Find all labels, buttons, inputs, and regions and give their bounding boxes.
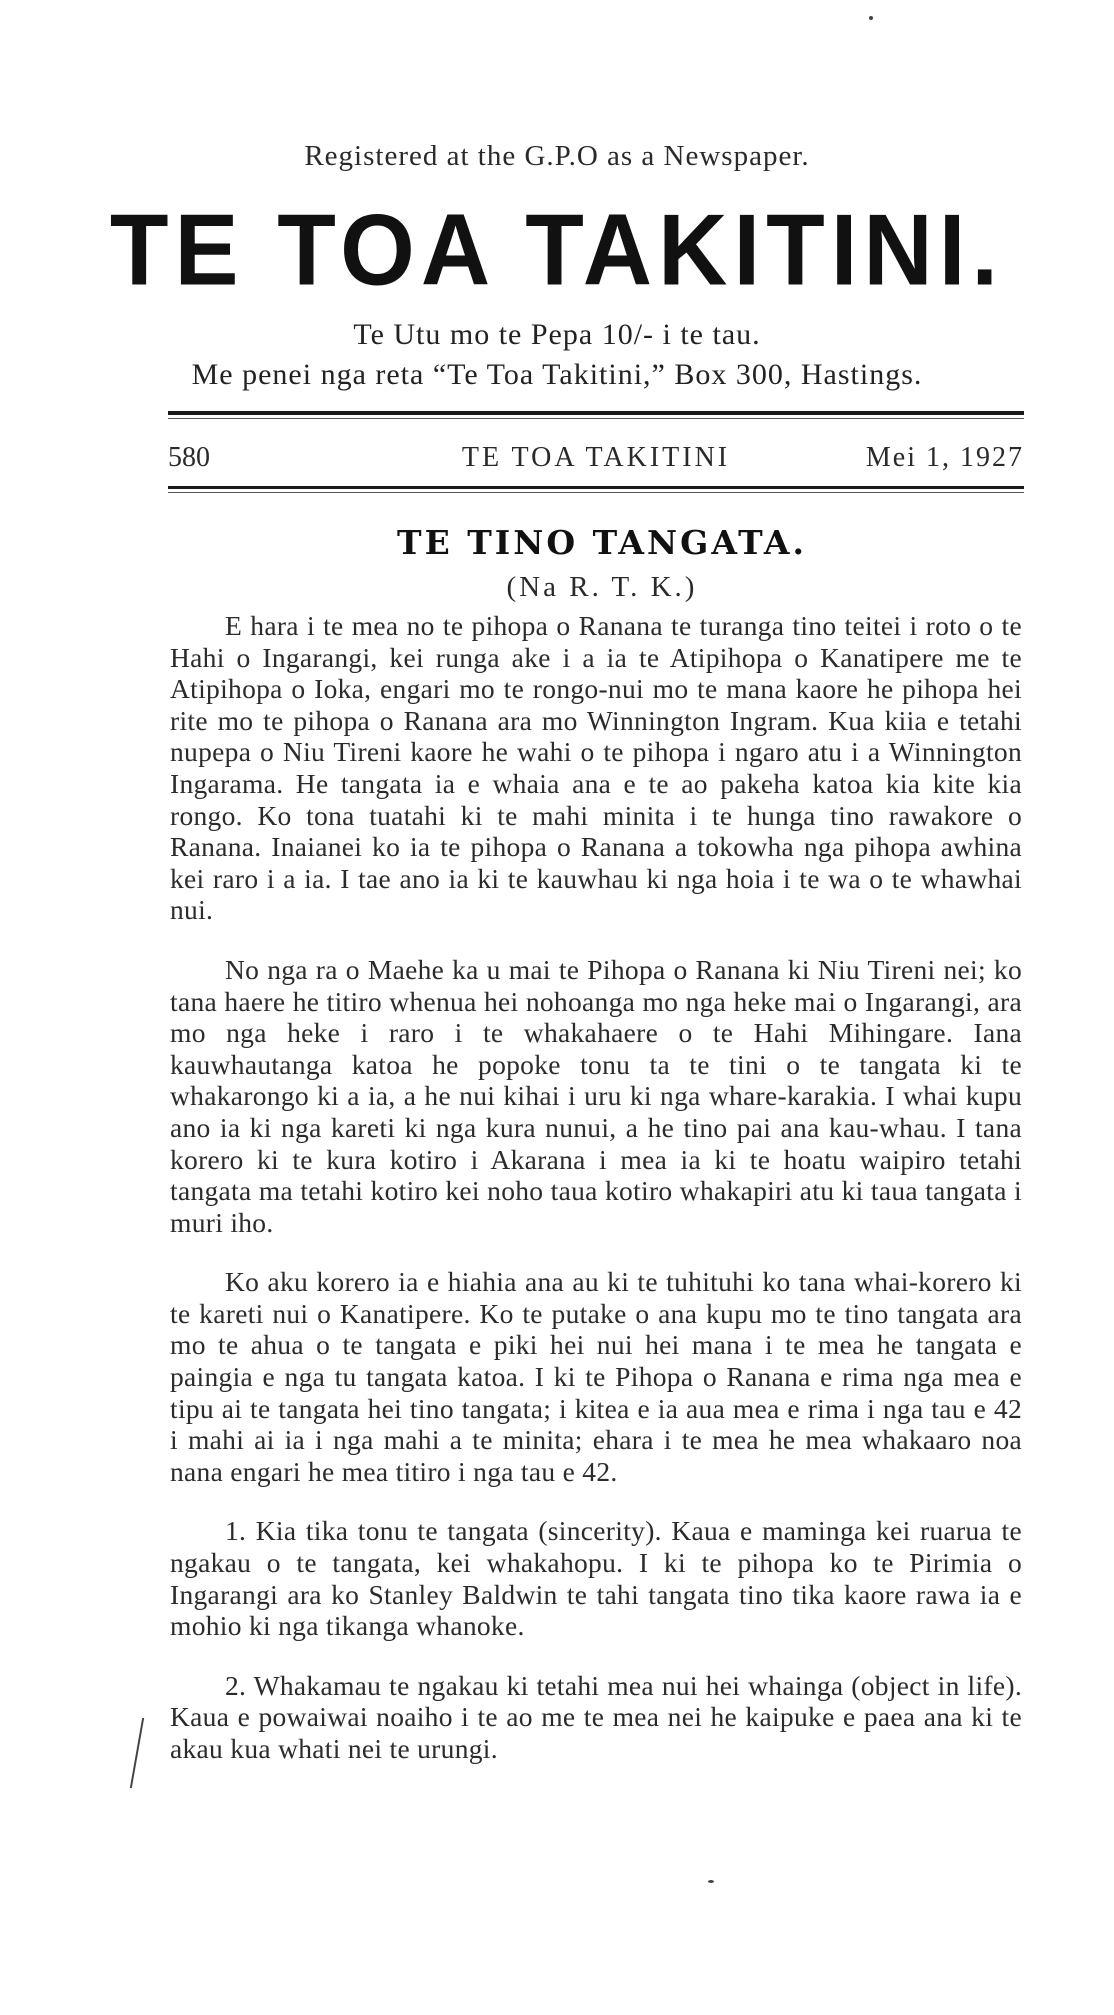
article-paragraph: E hara i te mea no te pihopa o Ranana te turanga tino teitei i roto o te Hahi o Ingarangi, kei runga ake i a ia te Atipihopa o Kanatipere me te Atipihopa o Ioka, engari mo te rongo-nui mo te mana kaore he pihopa hei rite mo te pihopa o Ranana ara mo Winnington Ingram. Kua kiia e tetahi nupepa o Niu Tireni kaore he wahi o te pihopa i ngaro atu i a Winnington Ingarama. He tangata ia e whaia ana e te ao pakeha katoa kia kite kia rongo. Ko tona tuatahi ki te mahi minita i te hunga tino rawakore o Ranana. Inaianei ko ia te pihopa o Ranana a tokowha nga pihopa awhina kei raro i a ia. I tae ano ia ki te kauwhau ki nga hoia i te wa o te whawhai nui. bbox=[170, 610, 1022, 926]
folio-line bbox=[168, 442, 1024, 478]
header-rule-thin bbox=[168, 418, 1024, 419]
ink-speck bbox=[708, 1880, 714, 1883]
running-title: TE TOA TAKITINI bbox=[461, 442, 731, 473]
article-byline: (Na R. T. K.) bbox=[506, 571, 698, 603]
issue-date: Mei 1, 1927 bbox=[865, 442, 1024, 473]
page-number: 580 bbox=[168, 442, 210, 473]
ink-speck bbox=[869, 16, 873, 20]
margin-pencil-mark bbox=[130, 1718, 164, 1788]
article-title: TE TINO TANGATA. bbox=[397, 523, 807, 562]
article-paragraph: Ko aku korero ia e hiahia ana au ki te tuhituhi ko tana whai-korero ki te kareti nui o Kanatipere. Ko te putake o ana kupu mo te tino tangata ara mo te ahua o te tangata e piki hei nui hei mana i te mea he tangata e paingia e nga tu tangata katoa. I ki te Pihopa o Ranana e rima nga mea e tipu ai te tangata hei tino tangata; i kitea e ia aua mea e rima i nga tau e 42 i mahi ai ia i nga mahi a te minita; ehara i te mea he mea whakaaro noa nana engari he mea titiro i nga tau e 42. bbox=[170, 1266, 1022, 1487]
mailing-address: Me penei nga reta “Te Toa Takitini,” Box 300, Hastings. bbox=[191, 358, 923, 391]
folio-rule-thin bbox=[168, 492, 1024, 493]
masthead-title: TE TOA TAKITINI. bbox=[109, 194, 1005, 307]
article-body bbox=[170, 610, 1022, 1793]
header-rule-thick bbox=[168, 411, 1024, 415]
registration-notice: Registered at the G.P.O as a Newspaper. bbox=[304, 140, 810, 172]
subscription-price: Te Utu mo te Pepa 10/- i te tau. bbox=[353, 318, 761, 351]
folio-rule-thick bbox=[168, 486, 1024, 489]
article-paragraph: 2. Whakamau te ngakau ki tetahi mea nui hei whainga (object in life). Kaua e powaiwai noaiho i te ao me te mea nei he kaipuke e paea ana ki te akau kua whati nei te urungi. bbox=[170, 1669, 1022, 1764]
article-paragraph: No nga ra o Maehe ka u mai te Pihopa o Ranana ki Niu Tireni nei; ko tana haere he titiro whenua hei nohoanga mo nga heke mai o Ingarangi, ara mo nga heke i raro i te whakahaere o te Hahi Mihingare. Iana kauwhautanga katoa he popoke tonu ta te tini o te tangata ki te whakarongo ki a ia, a he nui kihai i uru ki nga whare-karakia. I whai kupu ano ia ki nga kareti ki nga kura nunui, a he tino pai ana kau-whau. I tana korero ki te kura kotiro i Akarana i mea ia ki te hoatu waipiro tetahi tangata ma tetahi kotiro kei noho taua kotiro whakapiri atu ki taua tangata i muri iho. bbox=[170, 953, 1022, 1238]
article-paragraph: 1. Kia tika tonu te tangata (sincerity). Kaua e maminga kei ruarua te ngakau o te tangata, kei whakahopu. I ki te pihopa ko te Pirimia o Ingarangi ara ko Stanley Baldwin te tahi tangata tino tika kaore rawa ia e mohio ki nga tikanga whanoke. bbox=[170, 1515, 1022, 1642]
